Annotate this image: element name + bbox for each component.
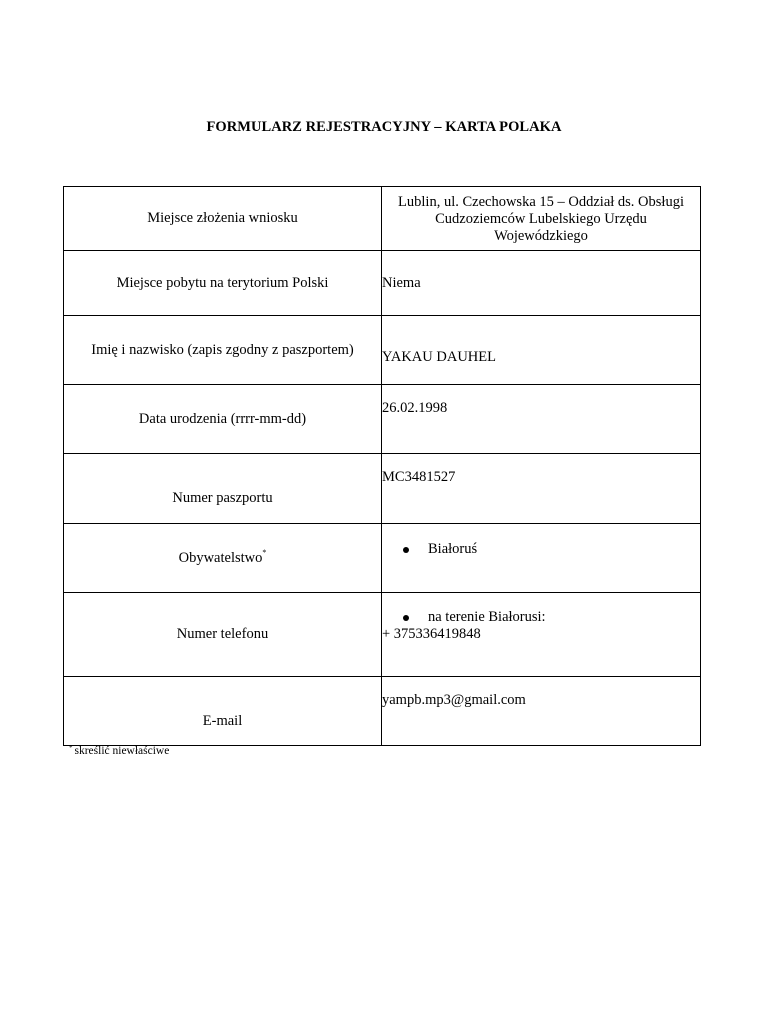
place-of-application-line-2: Cudzoziemców Lubelskiego Urzędu [435,211,647,227]
citizenship-label [178,547,267,567]
citizenship-value-item [382,541,700,558]
place-of-application-line-3: Wojewódzkiego [494,228,588,244]
residence-label: Miejsce pobytu na terytorium Polski [64,251,382,316]
birth-date-label: Data urodzenia (rrrr-mm-dd) [64,385,382,454]
place-of-application-label: Miejsce złożenia wniosku [64,187,382,251]
passport-number-value-cell [382,454,701,524]
residence-value-cell [382,251,701,316]
residence-value: Niema [382,274,421,291]
table-row-full-name [64,316,701,385]
email-label: E-mail [64,677,382,746]
table-row-citizenship [64,524,701,593]
footnote-mark: * [69,744,73,752]
passport-number-label: Numer paszportu [64,454,382,524]
registration-form-table [63,186,701,746]
phone-value: + 375336419848 [382,626,481,642]
phone-label: Numer telefonu [64,593,382,677]
page-title: FORMULARZ REJESTRACYJNY – KARTA POLAKA [206,119,562,135]
bullet-icon [403,615,409,621]
table-row-place-of-application [64,187,701,251]
table-row-phone [64,593,701,677]
citizenship-label-cell [64,524,382,593]
citizenship-label-text: Obywatelstwo [178,549,263,566]
birth-date-value-cell [382,385,701,454]
table-row-passport [64,454,701,524]
full-name-value: YAKAU DAUHEL [382,348,496,365]
email-value: yampb.mp3@gmail.com [382,692,526,708]
phone-value-bullet: na terenie Białorusi: [428,609,546,625]
citizenship-value-cell [382,524,701,593]
bullet-icon [403,547,409,553]
table-row-email [64,677,701,746]
birth-date-value: 26.02.1998 [382,400,448,416]
table-row-birth-date [64,385,701,454]
full-name-label: Imię i nazwisko (zapis zgodny z paszportem) [64,316,382,385]
phone-value-cell [382,593,701,677]
footnote-text: skreślić niewłaściwe [74,745,170,757]
table-row-residence [64,251,701,316]
email-value-cell [382,677,701,746]
place-of-application-line-1: Lublin, ul. Czechowska 15 – Oddział ds. Obsługi [398,194,684,210]
footnote [69,745,169,757]
full-name-value-cell [382,316,701,385]
citizenship-value: Białoruś [428,541,478,557]
place-of-application-value-cell [382,187,701,251]
place-of-application-value [382,187,700,245]
passport-number-value: MC3481527 [382,469,456,485]
phone-value-bullet-item [382,609,700,626]
citizenship-footnote-mark: * [262,547,267,557]
